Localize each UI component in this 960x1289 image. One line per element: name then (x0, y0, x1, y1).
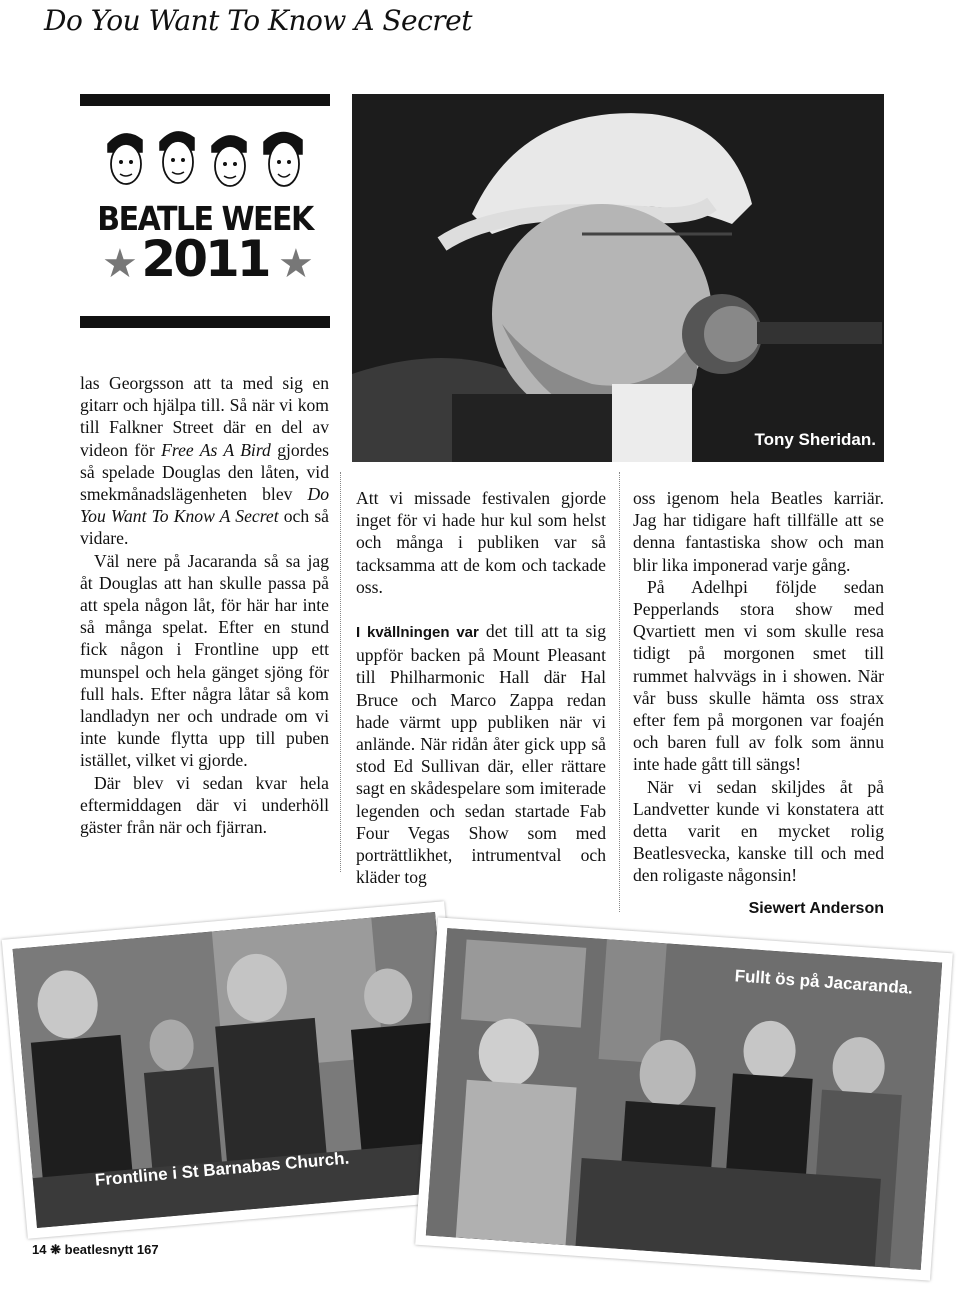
paragraph: Att vi missade festivalen gjorde inget för vi hade hur kul som helst och många i publiken var så tacksamma att de kom och tackade oss. (356, 488, 606, 597)
lead-in: I kvällningen var (356, 624, 479, 642)
photo-caption: Frontline i St Barnabas Church. (94, 1148, 350, 1190)
singer-photo-illustration (352, 94, 884, 462)
photo-caption: Tony Sheridan. (754, 430, 876, 449)
photo-caption: Fullt ös på Jacaranda. (734, 966, 914, 998)
logo-year: 2011 (141, 230, 269, 288)
song-title: Do You Want To Know A Secret (80, 484, 329, 527)
paragraph (356, 620, 606, 888)
paragraph (80, 372, 329, 550)
article-column-1 (80, 372, 329, 838)
beatle-week-logo (80, 94, 330, 330)
jacaranda-photo (415, 917, 953, 1280)
logo-top-bar (80, 94, 330, 106)
paragraph: När vi sedan skiljdes åt på Landvetter kunde vi konstatera att detta varit en mycket rolig Beatlesvecka, kanske till och med den roligaste någonsin! (633, 776, 884, 886)
song-title: Free As A Bird (161, 439, 271, 460)
page-header-title: Do You Want To Know A Secret (44, 4, 472, 37)
logo-bottom-bar (80, 316, 330, 328)
paragraph: Väl nere på Jacaranda så sa jag åt Douglas att han skulle passa på att spela någon låt, för här har inte så många spelat. Efter en stund fick någon i Frontline upp ett munspel och hela gänget sjöng för full hals. Efter några låtar så kom landladyn ner och undrade om vi inte kunde flytta upp till puben istället, vilket vi gjorde. (80, 550, 329, 771)
flower-icon: ❋ (50, 1242, 61, 1257)
text-run: det till att ta sig uppför backen på Mount Pleasant till Philharmonic Hall där Hal Bruce och Marco Zappa redan hade värmt upp publiken när vi anlände. När ridån åter gick upp så stod Ed Sullivan där, eller rättare sagt en skådespelare som imiterade legenden och sedan startade Fab Four Vegas Show som med porträttlikhet, intrumentval och kläder tog (356, 621, 606, 888)
article-column-2 (356, 487, 606, 888)
column-divider (340, 472, 341, 872)
star-icon: ★ (102, 241, 138, 286)
tony-sheridan-photo (352, 94, 884, 462)
publication-name: beatlesnytt 167 (64, 1242, 159, 1257)
paragraph: På Adelhpi följde sedan Pepperlands stora show med Qvartiett men vi som skulle resa tidigt på morgonen smet till rummet halvvägs in i showen. När vår buss skulle hämta oss strax efter fem på morgonen var foajén och baren full av folk som ännu inte hade gått till sängs! (633, 576, 884, 775)
page-number: 14 (32, 1242, 47, 1257)
page-footer (32, 1242, 159, 1258)
text-run: las Georgsson att ta med sig en gitarr och hjälpa till. Så när vi kom till Falkner Street där en del av videon för (80, 373, 329, 460)
text-run: gjordes så spelade Douglas den låten, vid smekmånadslägenheten blev (80, 439, 329, 505)
frontline-photo (2, 901, 470, 1239)
logo-title: BEATLE WEEK (97, 200, 313, 239)
text-run: och så vidare. (80, 506, 329, 549)
star-icon: ★ (278, 241, 314, 286)
column-divider (619, 472, 620, 912)
paragraph: oss igenom hela Beatles karriär. Jag har tidigare haft tillfälle att se denna fantastiska show och man blir lika imponerad varje gång. (633, 488, 884, 575)
paragraph: Där blev vi sedan kvar hela eftermiddagen där vi underhöll gäster från när och fjärran. (80, 772, 329, 838)
author-signature: Siewert Anderson (748, 900, 884, 917)
beatles-caricature-faces (96, 124, 316, 196)
band-photo-illustration (13, 912, 460, 1228)
article-column-3 (633, 487, 884, 887)
